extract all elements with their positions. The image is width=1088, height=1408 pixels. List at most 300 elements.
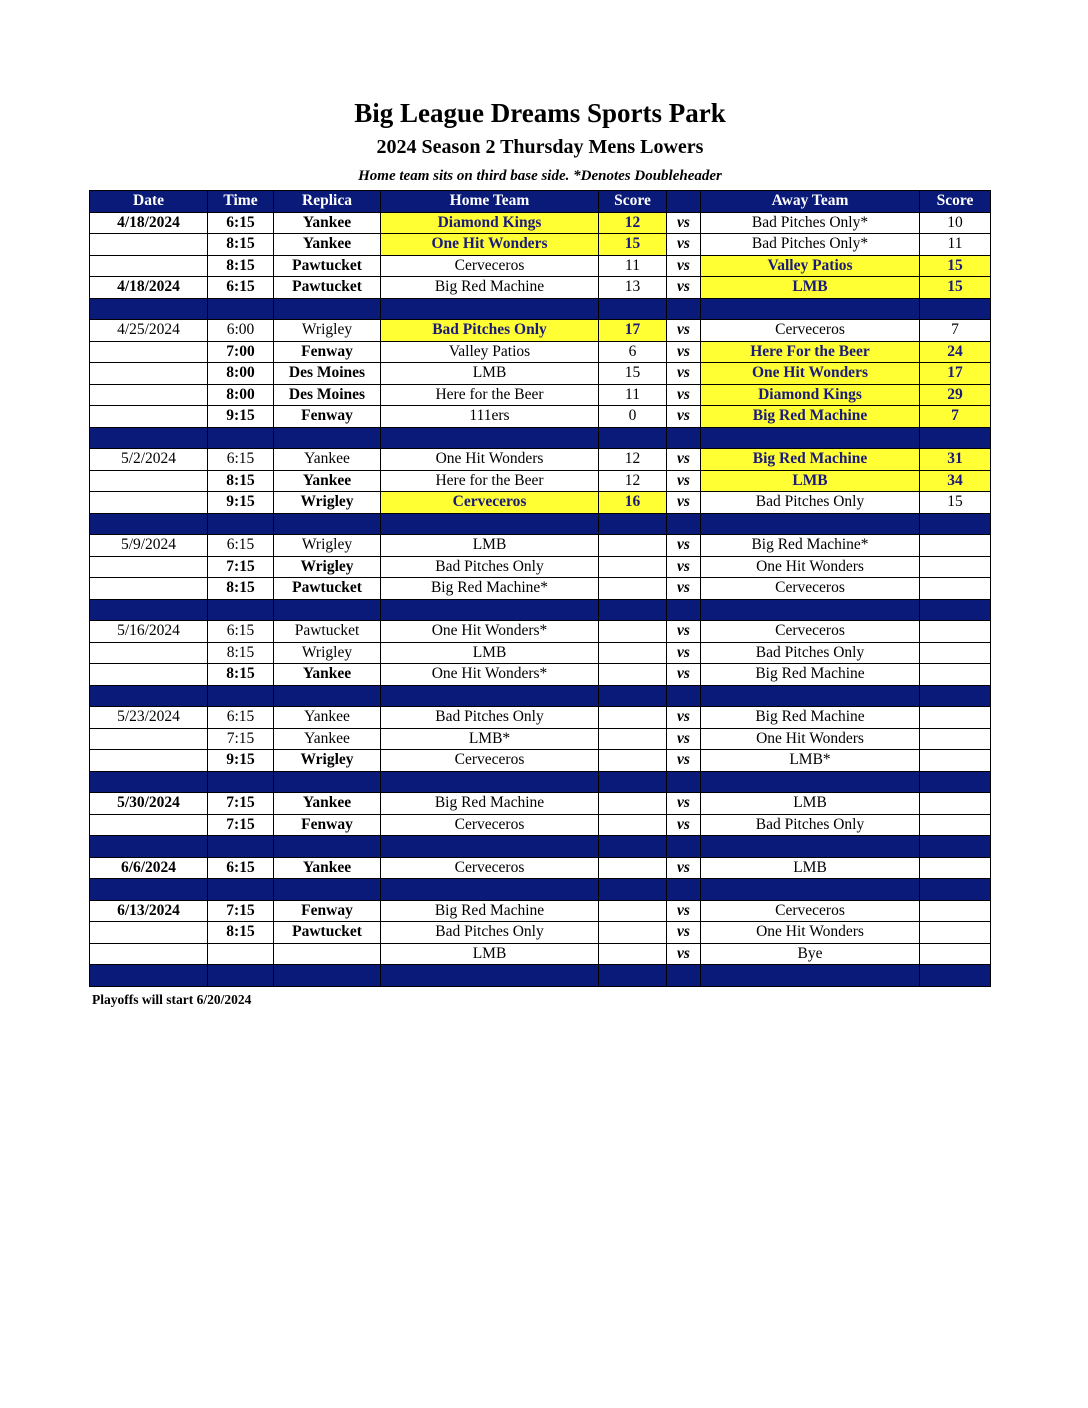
schedule-body <box>90 212 991 986</box>
table-row <box>90 943 991 965</box>
cell-home-score: 12 <box>599 449 667 471</box>
cell-time: 7:15 <box>208 728 274 750</box>
cell-vs: vs <box>667 664 701 686</box>
cell-home-team: Valley Patios <box>381 341 599 363</box>
separator-cell <box>599 836 667 858</box>
col-header-home-team: Home Team <box>381 191 599 213</box>
cell-vs: vs <box>667 427 701 449</box>
cell-home-team: Cerveceros <box>381 492 599 514</box>
cell-away-score: 17 <box>920 363 991 385</box>
separator-cell <box>90 298 208 320</box>
cell-vs: vs <box>667 621 701 643</box>
cell-time: 8:00 <box>208 363 274 385</box>
cell-away-score: 15 <box>920 255 991 277</box>
cell-away-team: Diamond Kings <box>701 384 920 406</box>
separator-cell <box>920 513 991 535</box>
cell-vs: vs <box>667 535 701 557</box>
separator-cell <box>599 298 667 320</box>
separator-cell <box>274 427 381 449</box>
table-row <box>90 363 991 385</box>
cell-home-team: Cerveceros <box>381 857 599 879</box>
cell-home-score <box>599 728 667 750</box>
cell-replica: Yankee <box>274 707 381 729</box>
cell-date: 6/13/2024 <box>90 900 208 922</box>
cell-vs: vs <box>667 470 701 492</box>
page-subtitle: 2024 Season 2 Thursday Mens Lowers <box>376 136 704 158</box>
cell-vs: vs <box>667 363 701 385</box>
cell-home-score <box>599 814 667 836</box>
cell-time: 7:00 <box>208 341 274 363</box>
cell-time: 7:15 <box>208 793 274 815</box>
separator-cell <box>381 771 599 793</box>
cell-away-score: 10 <box>920 212 991 234</box>
cell-date <box>90 664 208 686</box>
cell-home-team: Big Red Machine <box>381 793 599 815</box>
cell-away-score: 11 <box>920 234 991 256</box>
cell-home-team: LMB <box>381 535 599 557</box>
cell-away-team: Bad Pitches Only <box>701 642 920 664</box>
cell-replica: Des Moines <box>274 384 381 406</box>
separator-cell <box>208 879 274 901</box>
cell-time: 8:15 <box>208 255 274 277</box>
separator-cell <box>920 298 991 320</box>
separator-cell <box>208 298 274 320</box>
cell-away-score <box>920 750 991 772</box>
cell-home-team: LMB <box>381 642 599 664</box>
cell-away-team: Bad Pitches Only* <box>701 212 920 234</box>
col-header-away-team: Away Team <box>701 191 920 213</box>
cell-away-team: Cerveceros <box>701 578 920 600</box>
cell-home-score <box>599 535 667 557</box>
cell-replica: Yankee <box>274 728 381 750</box>
table-row <box>90 449 991 471</box>
cell-vs: vs <box>667 212 701 234</box>
cell-home-score <box>599 793 667 815</box>
cell-replica: Wrigley <box>274 535 381 557</box>
separator-row <box>90 836 991 858</box>
cell-replica: Pawtucket <box>274 621 381 643</box>
cell-vs <box>667 965 701 987</box>
separator-cell <box>599 513 667 535</box>
cell-replica: Wrigley <box>274 556 381 578</box>
table-row <box>90 234 991 256</box>
cell-replica: Pawtucket <box>274 255 381 277</box>
separator-cell <box>274 879 381 901</box>
schedule-note: Home team sits on third base side. *Denotes Doubleheader <box>358 168 722 184</box>
separator-row <box>90 879 991 901</box>
cell-date: 5/23/2024 <box>90 707 208 729</box>
cell-date <box>90 470 208 492</box>
cell-home-score <box>599 922 667 944</box>
cell-home-team: Cerveceros <box>381 750 599 772</box>
cell-away-team: Cerveceros <box>701 320 920 342</box>
cell-time: 8:15 <box>208 578 274 600</box>
separator-cell <box>90 965 208 987</box>
col-header-home-score: Score <box>599 191 667 213</box>
cell-home-score <box>599 750 667 772</box>
cell-vs: vs <box>667 384 701 406</box>
table-row <box>90 535 991 557</box>
cell-away-team: Big Red Machine <box>701 707 920 729</box>
cell-replica: Wrigley <box>274 642 381 664</box>
separator-row <box>90 771 991 793</box>
cell-time: 7:15 <box>208 556 274 578</box>
separator-cell <box>920 427 991 449</box>
cell-date <box>90 234 208 256</box>
cell-away-team: One Hit Wonders <box>701 363 920 385</box>
cell-vs: vs <box>667 578 701 600</box>
col-header-date: Date <box>90 191 208 213</box>
separator-cell <box>599 879 667 901</box>
cell-home-team: One Hit Wonders <box>381 234 599 256</box>
separator-cell <box>599 685 667 707</box>
table-row <box>90 277 991 299</box>
separator-cell <box>90 427 208 449</box>
cell-home-team: One Hit Wonders <box>381 449 599 471</box>
separator-cell <box>208 836 274 858</box>
separator-cell <box>701 879 920 901</box>
col-header-time: Time <box>208 191 274 213</box>
cell-replica: Wrigley <box>274 492 381 514</box>
cell-replica: Fenway <box>274 814 381 836</box>
cell-away-team: Bye <box>701 943 920 965</box>
cell-date: 5/16/2024 <box>90 621 208 643</box>
cell-away-score: 7 <box>920 320 991 342</box>
cell-vs <box>667 836 701 858</box>
table-row <box>90 857 991 879</box>
separator-cell <box>599 965 667 987</box>
cell-away-score <box>920 556 991 578</box>
cell-date: 6/6/2024 <box>90 857 208 879</box>
separator-cell <box>274 836 381 858</box>
table-row <box>90 341 991 363</box>
cell-home-team: Big Red Machine <box>381 277 599 299</box>
separator-cell <box>381 965 599 987</box>
separator-cell <box>920 879 991 901</box>
separator-cell <box>920 771 991 793</box>
table-row <box>90 578 991 600</box>
cell-away-score <box>920 707 991 729</box>
table-row <box>90 900 991 922</box>
cell-vs: vs <box>667 298 701 320</box>
cell-vs <box>667 685 701 707</box>
separator-cell <box>381 513 599 535</box>
separator-cell <box>920 965 991 987</box>
cell-home-team: Big Red Machine <box>381 900 599 922</box>
cell-home-team: Big Red Machine* <box>381 578 599 600</box>
cell-away-team: Bad Pitches Only <box>701 492 920 514</box>
cell-date <box>90 492 208 514</box>
separator-cell <box>701 427 920 449</box>
table-row <box>90 406 991 428</box>
table-row <box>90 728 991 750</box>
cell-away-team: Cerveceros <box>701 621 920 643</box>
separator-cell <box>274 965 381 987</box>
cell-away-score <box>920 535 991 557</box>
cell-replica: Pawtucket <box>274 922 381 944</box>
cell-time: 9:15 <box>208 492 274 514</box>
separator-cell <box>90 513 208 535</box>
cell-vs: vs <box>667 771 701 793</box>
cell-date <box>90 255 208 277</box>
table-row <box>90 793 991 815</box>
table-row <box>90 556 991 578</box>
cell-home-score: 15 <box>599 234 667 256</box>
separator-cell <box>90 879 208 901</box>
cell-away-score <box>920 943 991 965</box>
cell-date: 5/2/2024 <box>90 449 208 471</box>
cell-home-score: 16 <box>599 492 667 514</box>
cell-time: 6:15 <box>208 621 274 643</box>
cell-time: 6:15 <box>208 707 274 729</box>
cell-replica: Yankee <box>274 234 381 256</box>
playoffs-note: Playoffs will start 6/20/2024 <box>92 992 252 1007</box>
cell-home-team: Bad Pitches Only <box>381 320 599 342</box>
cell-replica <box>274 943 381 965</box>
separator-row <box>90 965 991 987</box>
cell-vs <box>667 879 701 901</box>
cell-away-team: Valley Patios <box>701 255 920 277</box>
separator-cell <box>381 685 599 707</box>
cell-vs: vs <box>667 750 701 772</box>
cell-date: 5/9/2024 <box>90 535 208 557</box>
cell-replica: Yankee <box>274 212 381 234</box>
page-title: Big League Dreams Sports Park <box>354 98 726 128</box>
cell-away-team: LMB <box>701 857 920 879</box>
cell-home-score <box>599 943 667 965</box>
cell-away-team: One Hit Wonders <box>701 922 920 944</box>
separator-cell <box>274 771 381 793</box>
separator-cell <box>90 685 208 707</box>
cell-vs: vs <box>667 728 701 750</box>
cell-away-team: Big Red Machine <box>701 664 920 686</box>
col-header-vs <box>667 191 701 213</box>
cell-vs: vs <box>667 707 701 729</box>
cell-home-score <box>599 556 667 578</box>
cell-date: 5/30/2024 <box>90 793 208 815</box>
cell-replica: Yankee <box>274 470 381 492</box>
cell-time: 8:15 <box>208 470 274 492</box>
cell-home-team: LMB <box>381 943 599 965</box>
cell-away-team: One Hit Wonders <box>701 728 920 750</box>
separator-cell <box>208 427 274 449</box>
separator-row <box>90 298 991 320</box>
cell-home-team: Diamond Kings <box>381 212 599 234</box>
cell-home-score: 0 <box>599 406 667 428</box>
cell-away-team: Cerveceros <box>701 900 920 922</box>
cell-away-score <box>920 642 991 664</box>
cell-home-score: 11 <box>599 384 667 406</box>
cell-replica: Yankee <box>274 664 381 686</box>
cell-replica: Yankee <box>274 857 381 879</box>
cell-home-team: Cerveceros <box>381 814 599 836</box>
cell-home-score <box>599 664 667 686</box>
cell-date <box>90 728 208 750</box>
cell-away-team: Big Red Machine <box>701 406 920 428</box>
schedule-table <box>89 190 991 987</box>
separator-cell <box>208 771 274 793</box>
cell-vs: vs <box>667 255 701 277</box>
cell-home-team: 111ers <box>381 406 599 428</box>
cell-time: 9:15 <box>208 750 274 772</box>
separator-cell <box>599 599 667 621</box>
cell-vs: vs <box>667 793 701 815</box>
table-row <box>90 384 991 406</box>
cell-home-team: Bad Pitches Only <box>381 707 599 729</box>
cell-date <box>90 814 208 836</box>
cell-time: 7:15 <box>208 814 274 836</box>
cell-home-score <box>599 578 667 600</box>
cell-time: 6:15 <box>208 857 274 879</box>
separator-row <box>90 427 991 449</box>
cell-vs: vs <box>667 513 701 535</box>
separator-cell <box>208 965 274 987</box>
cell-vs: vs <box>667 599 701 621</box>
cell-home-team: Here for the Beer <box>381 470 599 492</box>
cell-home-score <box>599 642 667 664</box>
cell-time: 9:15 <box>208 406 274 428</box>
cell-home-team: LMB* <box>381 728 599 750</box>
separator-cell <box>381 298 599 320</box>
cell-home-score <box>599 900 667 922</box>
col-header-away-score: Score <box>920 191 991 213</box>
header-row <box>90 191 991 213</box>
table-row <box>90 814 991 836</box>
separator-cell <box>701 836 920 858</box>
cell-time: 8:15 <box>208 642 274 664</box>
cell-away-score <box>920 900 991 922</box>
separator-cell <box>701 599 920 621</box>
cell-vs: vs <box>667 449 701 471</box>
separator-cell <box>274 599 381 621</box>
cell-vs: vs <box>667 341 701 363</box>
separator-cell <box>701 298 920 320</box>
separator-cell <box>599 427 667 449</box>
cell-time: 8:00 <box>208 384 274 406</box>
cell-home-score <box>599 857 667 879</box>
table-row <box>90 621 991 643</box>
cell-date <box>90 642 208 664</box>
separator-row <box>90 513 991 535</box>
separator-cell <box>208 685 274 707</box>
cell-away-team: Big Red Machine* <box>701 535 920 557</box>
cell-home-score <box>599 621 667 643</box>
separator-row <box>90 599 991 621</box>
separator-cell <box>381 427 599 449</box>
cell-home-score: 15 <box>599 363 667 385</box>
cell-away-score <box>920 728 991 750</box>
cell-date: 4/18/2024 <box>90 212 208 234</box>
separator-cell <box>274 298 381 320</box>
cell-time <box>208 943 274 965</box>
cell-date: 4/25/2024 <box>90 320 208 342</box>
cell-vs: vs <box>667 900 701 922</box>
table-row <box>90 750 991 772</box>
col-header-replica: Replica <box>274 191 381 213</box>
cell-home-team: One Hit Wonders* <box>381 664 599 686</box>
separator-cell <box>274 685 381 707</box>
separator-cell <box>599 771 667 793</box>
cell-replica: Des Moines <box>274 363 381 385</box>
cell-date <box>90 578 208 600</box>
cell-away-score: 29 <box>920 384 991 406</box>
cell-home-score: 12 <box>599 470 667 492</box>
separator-cell <box>208 513 274 535</box>
cell-time: 6:15 <box>208 535 274 557</box>
table-row <box>90 922 991 944</box>
table-row <box>90 212 991 234</box>
cell-vs: vs <box>667 922 701 944</box>
cell-vs: vs <box>667 277 701 299</box>
cell-home-team: LMB <box>381 363 599 385</box>
separator-cell <box>920 599 991 621</box>
cell-away-score: 31 <box>920 449 991 471</box>
separator-cell <box>381 836 599 858</box>
cell-replica: Fenway <box>274 341 381 363</box>
cell-home-score: 17 <box>599 320 667 342</box>
cell-date <box>90 341 208 363</box>
cell-away-score: 15 <box>920 277 991 299</box>
cell-date <box>90 363 208 385</box>
cell-time: 6:15 <box>208 212 274 234</box>
cell-date <box>90 750 208 772</box>
cell-home-team: Here for the Beer <box>381 384 599 406</box>
cell-away-score: 15 <box>920 492 991 514</box>
cell-replica: Fenway <box>274 406 381 428</box>
separator-cell <box>90 771 208 793</box>
separator-cell <box>701 685 920 707</box>
cell-date <box>90 922 208 944</box>
cell-vs: vs <box>667 406 701 428</box>
cell-vs: vs <box>667 943 701 965</box>
cell-away-score: 7 <box>920 406 991 428</box>
cell-away-score <box>920 664 991 686</box>
cell-date <box>90 406 208 428</box>
cell-away-team: Bad Pitches Only <box>701 814 920 836</box>
separator-cell <box>920 836 991 858</box>
cell-time: 6:00 <box>208 320 274 342</box>
separator-cell <box>381 599 599 621</box>
cell-time: 7:15 <box>208 900 274 922</box>
table-row <box>90 255 991 277</box>
cell-away-score <box>920 922 991 944</box>
cell-away-score <box>920 621 991 643</box>
cell-away-team: LMB <box>701 470 920 492</box>
cell-replica: Fenway <box>274 900 381 922</box>
cell-time: 8:15 <box>208 922 274 944</box>
cell-home-score <box>599 707 667 729</box>
cell-time: 6:15 <box>208 449 274 471</box>
table-row <box>90 470 991 492</box>
cell-home-team: Bad Pitches Only <box>381 922 599 944</box>
cell-replica: Wrigley <box>274 750 381 772</box>
table-row <box>90 664 991 686</box>
cell-away-score <box>920 793 991 815</box>
cell-vs: vs <box>667 642 701 664</box>
cell-vs: vs <box>667 320 701 342</box>
cell-home-score: 6 <box>599 341 667 363</box>
cell-away-team: LMB* <box>701 750 920 772</box>
separator-row <box>90 685 991 707</box>
cell-away-team: Here For the Beer <box>701 341 920 363</box>
cell-time: 8:15 <box>208 664 274 686</box>
cell-away-team: Big Red Machine <box>701 449 920 471</box>
cell-home-team: Cerveceros <box>381 255 599 277</box>
cell-vs: vs <box>667 234 701 256</box>
table-row <box>90 707 991 729</box>
separator-cell <box>381 879 599 901</box>
separator-cell <box>701 513 920 535</box>
